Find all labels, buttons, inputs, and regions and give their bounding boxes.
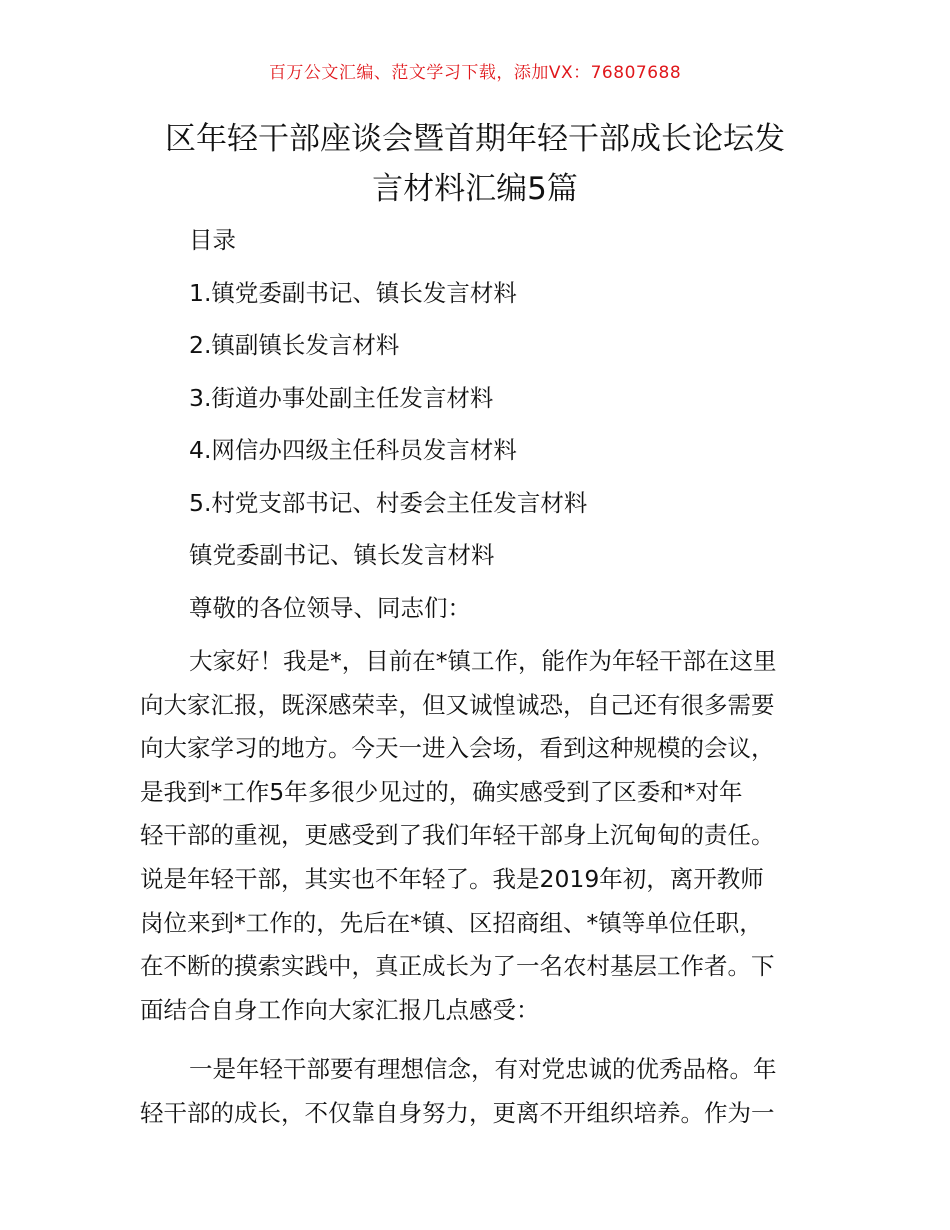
document-title [140, 114, 810, 214]
paragraph-line: 面结合自身工作向大家汇报几点感受： [140, 995, 540, 1024]
toc-heading: 目录 [189, 226, 236, 254]
paragraph-line: 说是年轻干部，其实也不年轻了。我是2019年初，离开教师 [140, 864, 764, 893]
toc-item-5: 5.村党支部书记、村委会主任发言材料 [189, 488, 588, 517]
toc-item-3: 3.街道办事处副主任发言材料 [189, 383, 494, 412]
toc-item-4: 4.网信办四级主任科员发言材料 [189, 436, 517, 464]
section-heading: 镇党委副书记、镇长发言材料 [189, 541, 495, 569]
salutation: 尊敬的各位领导、同志们： [189, 593, 471, 622]
toc-item-2: 2.镇副镇长发言材料 [189, 331, 400, 359]
title-line-2: 言材料汇编5篇 [372, 171, 578, 207]
paragraph-line: 轻干部的重视，更感受到了我们年轻干部身上沉甸甸的责任。 [140, 821, 775, 850]
paragraph-1 [140, 640, 820, 1032]
toc-item-1: 1.镇党委副书记、镇长发言材料 [189, 278, 517, 307]
paragraph-line: 大家好！我是*，目前在*镇工作，能作为年轻干部在这里 [189, 647, 777, 675]
paragraph-line: 一是年轻干部要有理想信念，有对党忠诚的优秀品格。年 [189, 1055, 777, 1084]
paragraph-line: 向大家学习的地方。今天一进入会场，看到这种规模的会议， [140, 734, 775, 763]
document-body [140, 214, 820, 1136]
paragraph-line: 在不断的摸索实践中，真正成长为了一名农村基层工作者。下 [140, 952, 775, 981]
paragraph-line: 向大家汇报，既深感荣幸，但又诚惶诚恐，自己还有很多需要 [140, 690, 775, 719]
header-watermark-note: 百万公文汇编、范文学习下载，添加VX：76807688 [268, 63, 682, 83]
paragraph-line: 是我到*工作5年多很少见过的，确实感受到了区委和*对年 [140, 777, 743, 806]
paragraph-line: 轻干部的成长，不仅靠自身努力，更离不开组织培养。作为一 [140, 1098, 775, 1127]
paragraph-line: 岗位来到*工作的，先后在*镇、区招商组、*镇等单位任职， [140, 908, 763, 937]
title-line-1: 区年轻干部座谈会暨首期年轻干部成长论坛发 [165, 121, 785, 157]
paragraph-2 [140, 1048, 820, 1135]
